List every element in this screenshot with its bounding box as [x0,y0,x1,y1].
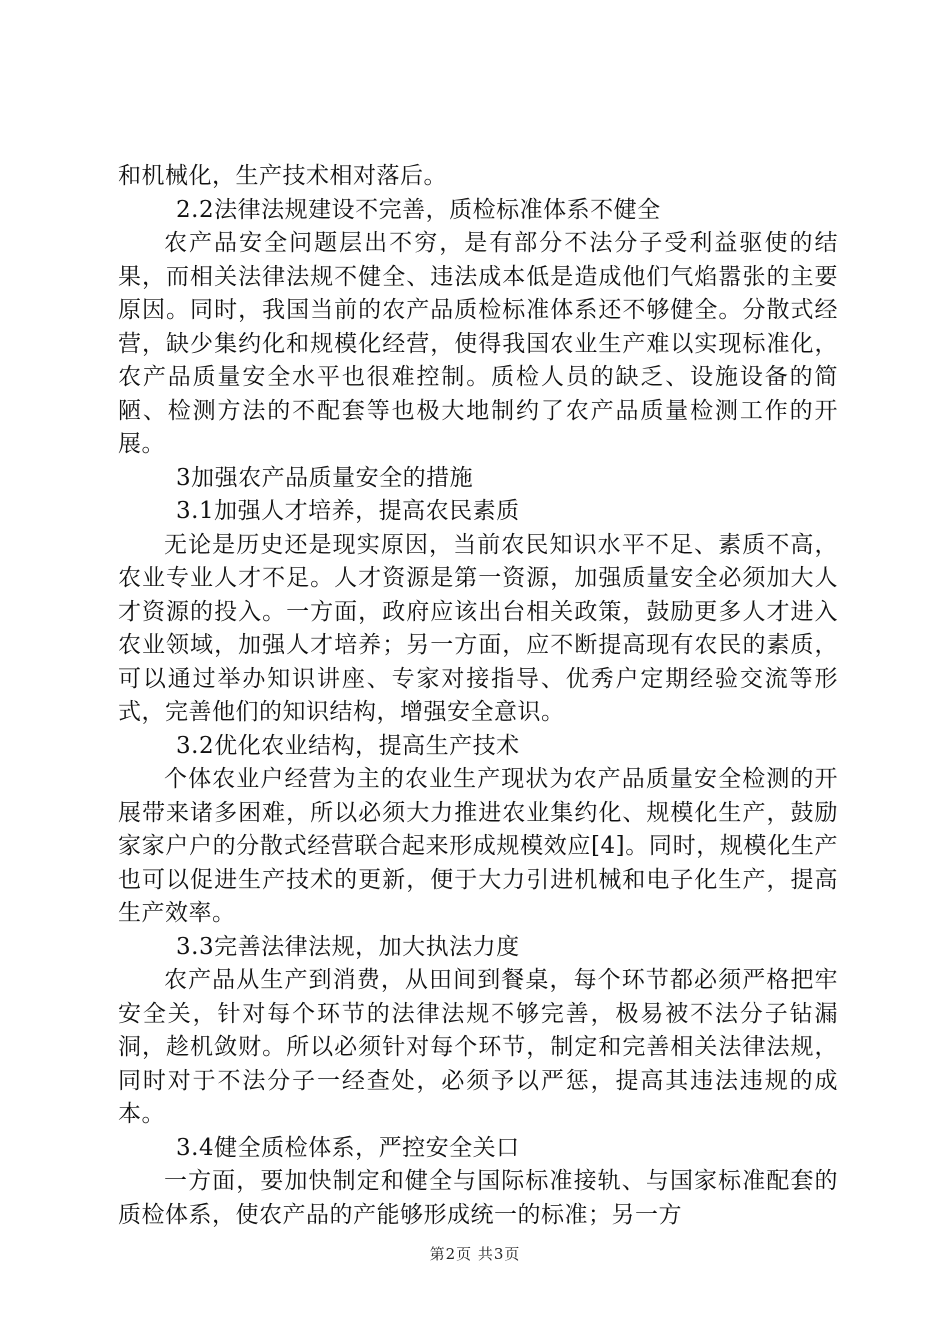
section-heading-3-3: 3.3完善法律法规，加大执法力度 [176,933,520,960]
section-heading-3: 3加强农产品质量安全的措施 [176,464,474,491]
continued-paragraph: 和机械化，生产技术相对落后。 [118,163,447,189]
page-number-footer: 第2页 共3页 [429,1245,521,1263]
paragraph: 一方面，要加快制定和健全与国际标准接轨、与国家标准配套的质检体系，使农产品的产能够形成统一的标准；另一方 [118,1168,838,1228]
paragraph: 农产品从生产到消费，从田间到餐桌，每个环节都必须严格把牢安全关，针对每个环节的法律法规不够完善，极易被不法分子钻漏洞，趁机敛财。所以必须针对每个环节，制定和完善相关法律法规，同时对于不法分子一经查处，必须予以严惩，提高其违法违规的成本。 [118,967,838,1127]
section-heading-3-2: 3.2优化农业结构，提高生产技术 [176,732,520,759]
section-heading-3-1: 3.1加强人才培养，提高农民素质 [176,498,520,524]
paragraph: 个体农业户经营为主的农业生产现状为农产品质量安全检测的开展带来诸多困难，所以必须大力推进农业集约化、规模化生产，鼓励家家户户的分散式经营联合起来形成规模效应[4]。同时，规模化生产也可以促进生产技术的更新，便于大力引进机械和电子化生产，提高生产效率。 [118,766,838,926]
paragraph: 农产品安全问题层出不穷，是有部分不法分子受利益驱使的结果，而相关法律法规不健全、违法成本低是造成他们气焰嚣张的主要原因。同时，我国当前的农产品质检标准体系还不够健全。分散式经营，缺少集约化和规模化经营，使得我国农业生产难以实现标准化，农产品质量安全水平也很难控制。质检人员的缺乏、设施设备的简陋、检测方法的不配套等也极大地制约了农产品质量检测工作的开展。 [118,230,838,457]
document-body [118,160,838,1232]
paragraph: 无论是历史还是现实原因，当前农民知识水平不足、素质不高，农业专业人才不足。人才资源是第一资源，加强质量安全必须加大人才资源的投入。一方面，政府应该出台相关政策，鼓励更多人才进入农业领域，加强人才培养；另一方面，应不断提高现有农民的素质，可以通过举办知识讲座、专家对接指导、优秀户定期经验交流等形式，完善他们的知识结构，增强安全意识。 [118,531,838,725]
section-heading-2-2: 2.2法律法规建设不完善，质检标准体系不健全 [176,196,661,223]
section-heading-3-4: 3.4健全质检体系，严控安全关口 [176,1134,520,1161]
